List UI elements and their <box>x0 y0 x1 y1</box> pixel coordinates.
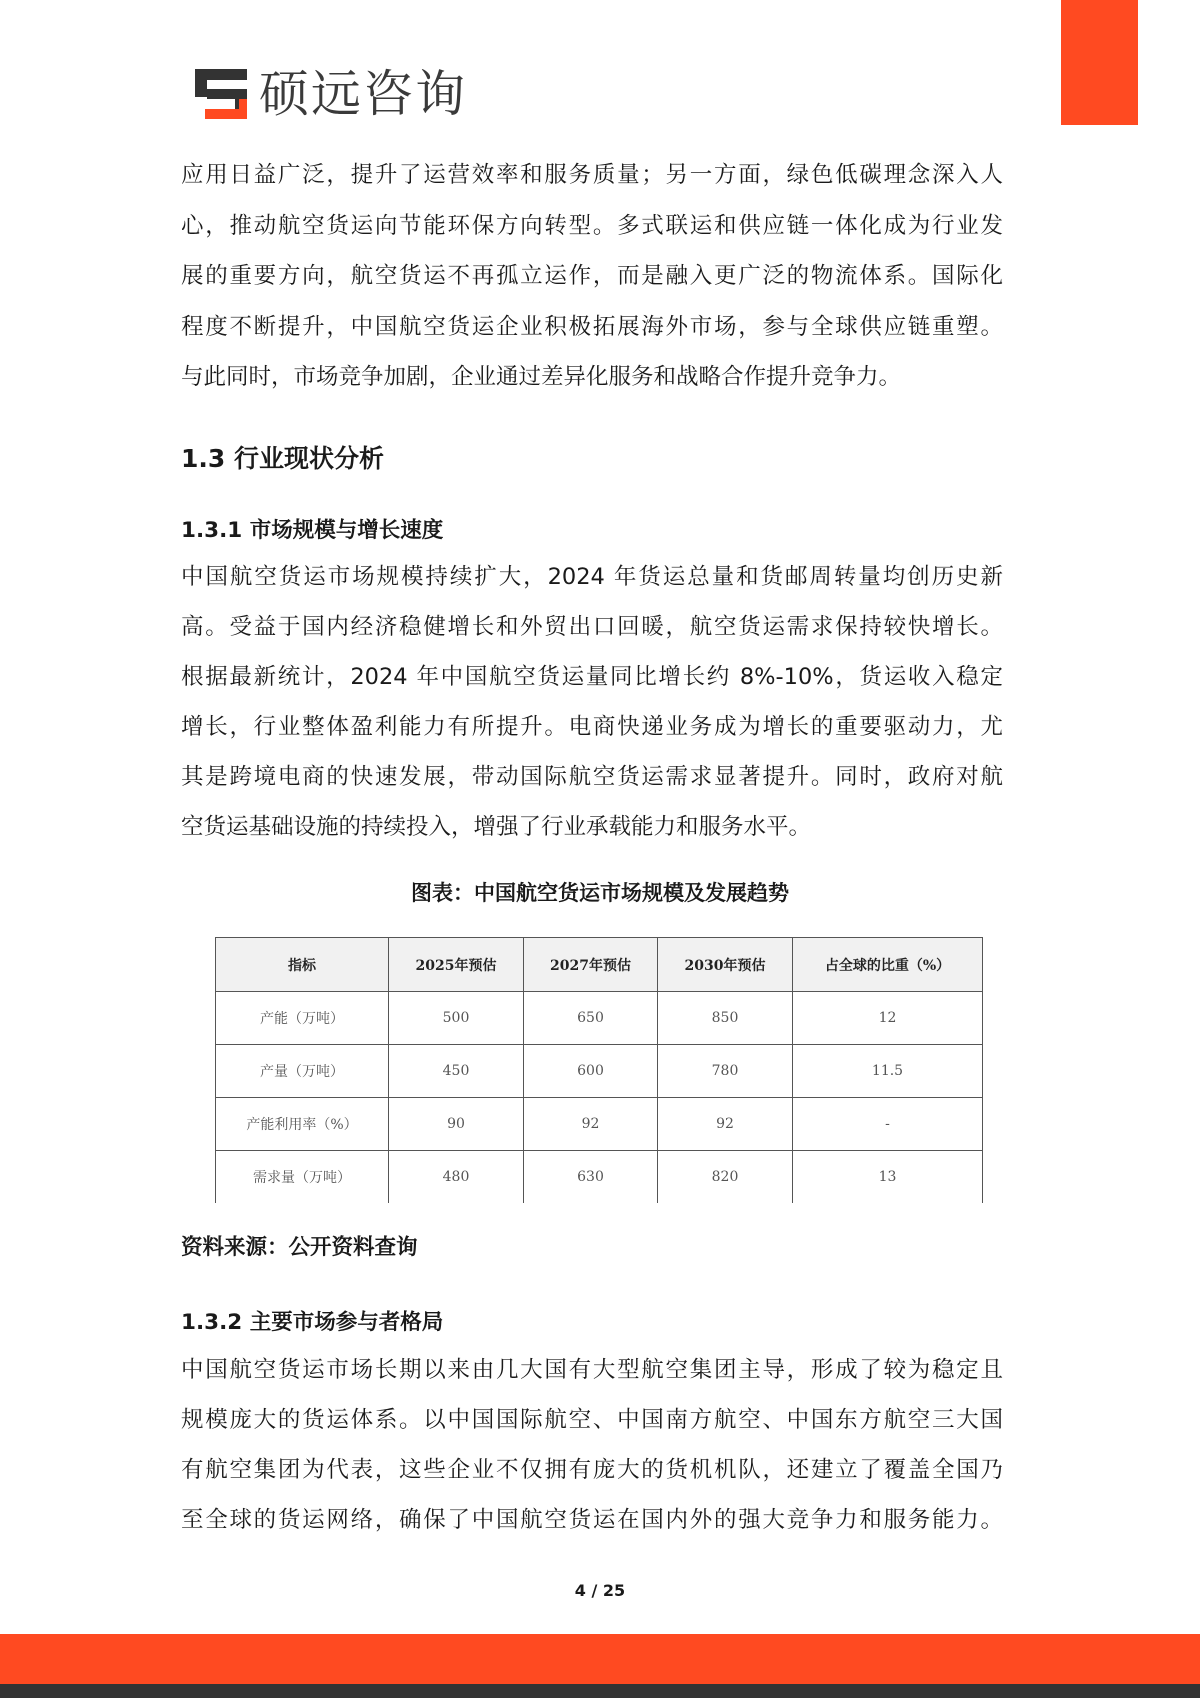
table-row <box>216 1045 983 1098</box>
section-heading-1-3: 1.3 行业现状分析 <box>181 444 384 473</box>
market-size-table <box>215 937 983 1203</box>
text-line: 空货运基础设施的持续投入，增强了行业承载能力和服务水平。 <box>181 814 812 840</box>
table-cell: 820 <box>658 1151 793 1204</box>
table-cell: 850 <box>658 992 793 1045</box>
table-cell: 产能（万吨） <box>216 992 389 1045</box>
table-row <box>216 1098 983 1151</box>
text-line: 有航空集团为代表，这些企业不仅拥有庞大的货机机队，还建立了覆盖全国乃 <box>181 1457 1003 1483</box>
table-cell: 需求量（万吨） <box>216 1151 389 1204</box>
section-heading-1-3-1: 1.3.1 市场规模与增长速度 <box>181 518 444 543</box>
table-cell: 630 <box>524 1151 658 1204</box>
table-row <box>216 992 983 1045</box>
table-cell: 780 <box>658 1045 793 1098</box>
column-header: 2027年预估 <box>524 938 658 992</box>
table-cell: 450 <box>389 1045 524 1098</box>
column-header: 占全球的比重（%） <box>793 938 983 992</box>
table-cell: 480 <box>389 1151 524 1204</box>
corner-accent-block <box>1061 0 1138 125</box>
text-line: 增长，行业整体盈利能力有所提升。电商快递业务成为增长的重要驱动力，尤 <box>181 714 1003 740</box>
table-cell: 产能利用率（%） <box>216 1098 389 1151</box>
footer-dark-strip <box>0 1684 1200 1698</box>
table-cell: 90 <box>389 1098 524 1151</box>
text-line: 心，推动航空货运向节能环保方向转型。多式联运和供应链一体化成为行业发 <box>181 213 1003 239</box>
text-line: 展的重要方向，航空货运不再孤立运作，而是融入更广泛的物流体系。国际化 <box>181 263 1003 289</box>
column-header: 2025年预估 <box>389 938 524 992</box>
text-line: 中国航空货运市场长期以来由几大国有大型航空集团主导，形成了较为稳定且 <box>181 1357 1003 1383</box>
text-line: 规模庞大的货运体系。以中国国际航空、中国南方航空、中国东方航空三大国 <box>181 1407 1003 1433</box>
table-cell: 500 <box>389 992 524 1045</box>
text-line: 根据最新统计，2024 年中国航空货运量同比增长约 8%-10%，货运收入稳定 <box>181 664 1003 690</box>
table-cell: - <box>793 1098 983 1151</box>
table-cell: 92 <box>658 1098 793 1151</box>
logo-text: 硕远咨询 <box>259 65 467 123</box>
table-cell: 600 <box>524 1045 658 1098</box>
text-line: 中国航空货运市场规模持续扩大，2024 年货运总量和货邮周转量均创历史新 <box>181 564 1003 590</box>
table-cell: 650 <box>524 992 658 1045</box>
section-heading-1-3-2: 1.3.2 主要市场参与者格局 <box>181 1310 444 1335</box>
logo-mark-icon <box>195 69 251 119</box>
column-header: 2030年预估 <box>658 938 793 992</box>
table-cell: 92 <box>524 1098 658 1151</box>
table-cell: 13 <box>793 1151 983 1204</box>
table-row <box>216 1151 983 1204</box>
table-cell: 12 <box>793 992 983 1045</box>
column-header: 指标 <box>216 938 389 992</box>
footer-accent-bar <box>0 1634 1200 1684</box>
table-cell: 产量（万吨） <box>216 1045 389 1098</box>
text-line: 至全球的货运网络，确保了中国航空货运在国内外的强大竞争力和服务能力。 <box>181 1507 1003 1533</box>
company-logo <box>195 66 467 122</box>
table-caption: 图表：中国航空货运市场规模及发展趋势 <box>411 881 789 905</box>
text-line: 其是跨境电商的快速发展，带动国际航空货运需求显著提升。同时，政府对航 <box>181 764 1003 790</box>
table-cell: 11.5 <box>793 1045 983 1098</box>
text-line: 程度不断提升，中国航空货运企业积极拓展海外市场，参与全球供应链重塑。 <box>181 314 1003 340</box>
data-source-note: 资料来源：公开资料查询 <box>181 1235 418 1260</box>
table-header-row <box>216 938 983 992</box>
text-line: 与此同时，市场竞争加剧，企业通过差异化服务和战略合作提升竞争力。 <box>181 364 902 390</box>
text-line: 高。受益于国内经济稳健增长和外贸出口回暖，航空货运需求保持较快增长。 <box>181 614 1003 640</box>
text-line: 应用日益广泛，提升了运营效率和服务质量；另一方面，绿色低碳理念深入人 <box>181 162 1003 188</box>
page-number: 4 / 25 <box>574 1581 626 1600</box>
